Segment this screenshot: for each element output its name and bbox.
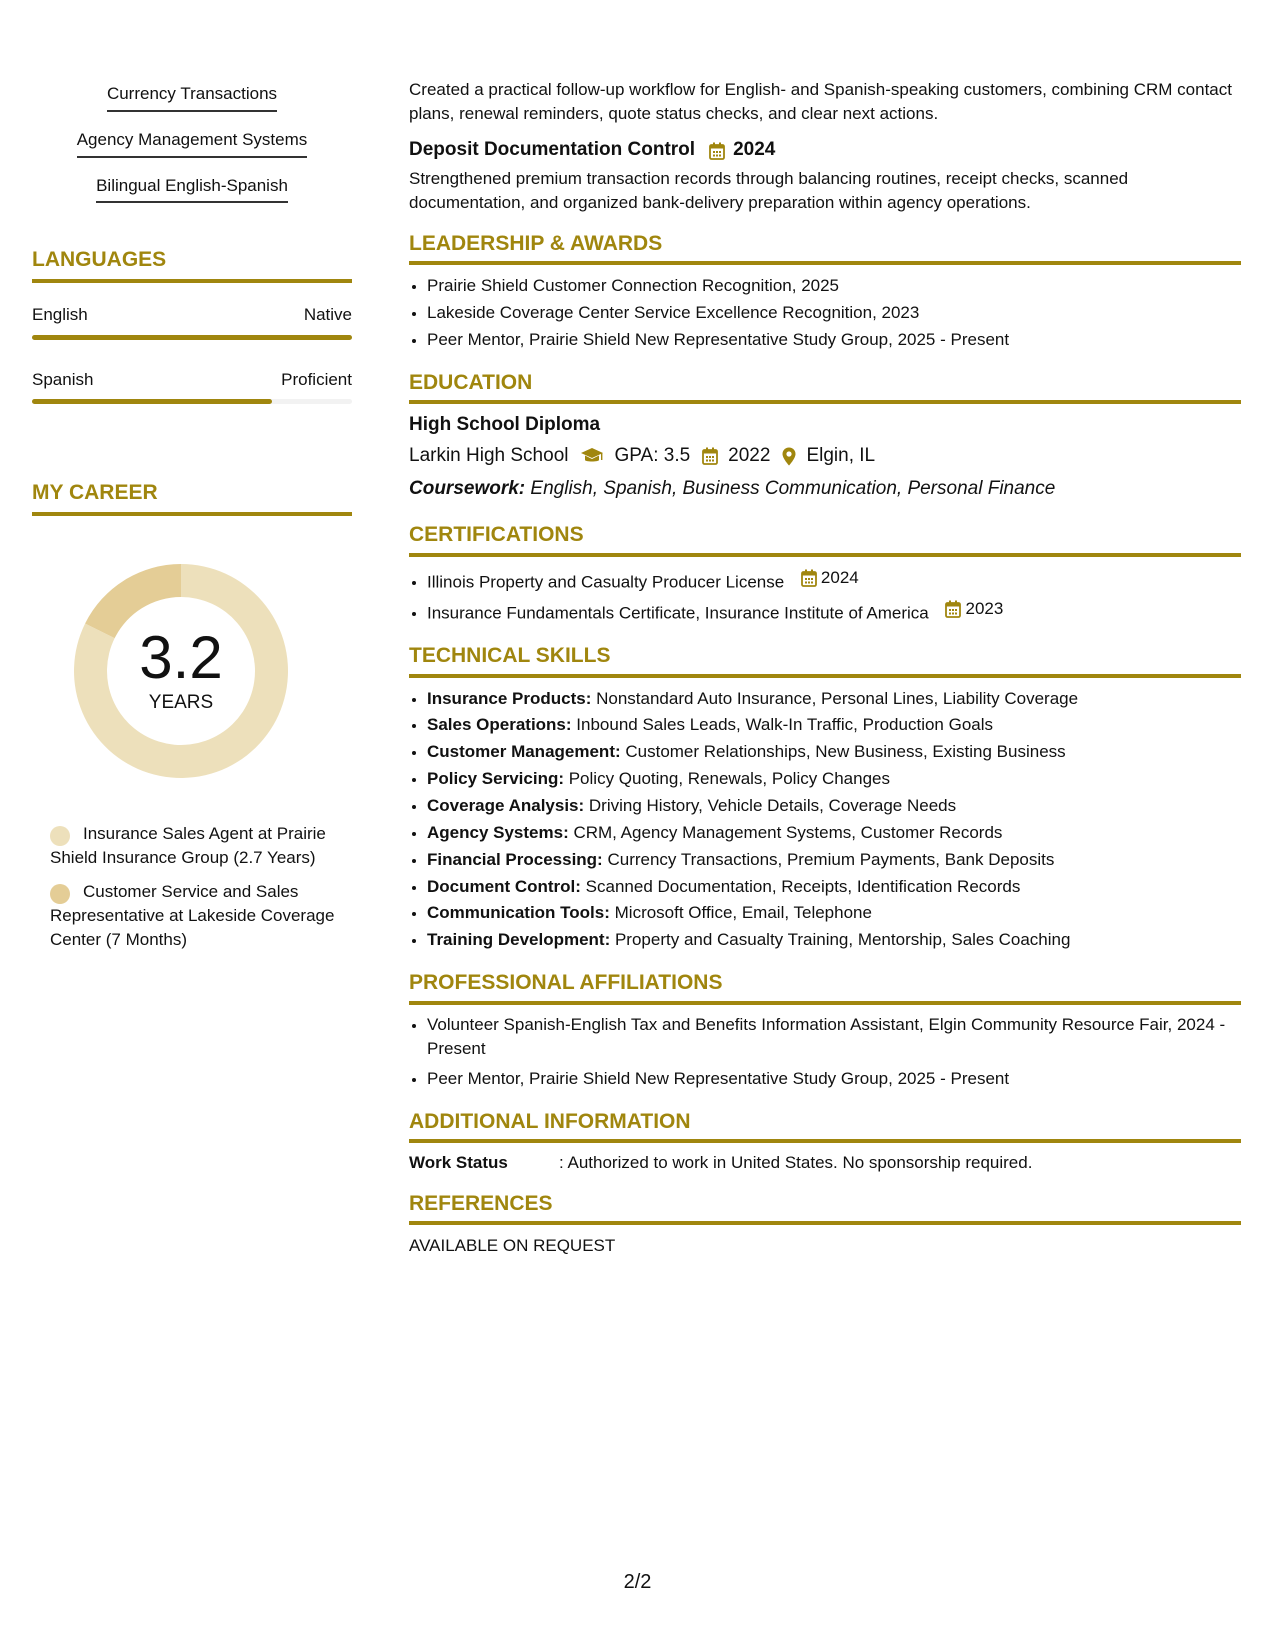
leadership-heading: LEADERSHIP & AWARDS [409,229,1241,265]
career-dot [50,884,70,904]
graduation-cap-icon [580,447,604,465]
project-year: 2024 [733,139,776,161]
right-column [409,78,1241,1258]
list-item [427,766,1241,793]
certifications-section [409,520,1241,627]
references-text: AVAILABLE ON REQUEST [409,1236,616,1256]
certification-year: 2023 [965,598,1004,618]
career-item [50,880,352,952]
additional-info-heading: ADDITIONAL INFORMATION [409,1107,1241,1143]
career-heading: MY CAREER [32,478,352,515]
affiliations-list [409,1013,1241,1093]
certifications-heading: CERTIFICATIONS [409,520,1241,556]
skill-value: CRM, Agency Management Systems, Customer Records [568,822,1003,842]
language-row [32,368,352,405]
coursework-value: English, Spanish, Business Communication, Personal Finance [525,477,1056,499]
work-status-value: : Authorized to work in United States. No sponsorship required. [559,1153,1033,1173]
skill-label: Agency Systems: [427,822,569,842]
skill-tag: Currency Transactions [107,82,277,112]
career-total-years: 3.2 [139,623,223,691]
list-item [427,686,1241,713]
references-section [409,1189,1241,1258]
skill-label: Financial Processing: [427,849,603,869]
technical-skills-section [409,641,1241,954]
list-item [427,565,1241,596]
education-coursework [409,476,1241,503]
list-item [427,793,1241,820]
list-item: • Peer Mentor, Prairie Shield New Representative Study Group, 2025 - Present [427,327,1241,354]
coursework-label: Coursework: [409,477,526,499]
language-level: Proficient [281,369,352,389]
education-heading: EDUCATION [409,368,1241,404]
list-item [427,927,1241,954]
page-number: 2/2 [623,1571,652,1593]
affiliations-section [409,968,1241,1093]
work-status-row [409,1151,1241,1175]
project-title-row [409,137,1241,164]
list-item: • Volunteer Spanish-English Tax and Benefits Information Assistant, Elgin Community Resource Fair, 2024 - Present [427,1013,1241,1061]
career-total-unit: YEARS [148,691,214,713]
language-bar-fill [32,335,352,340]
list-item [427,847,1241,874]
education-section [409,368,1241,502]
skill-value: Policy Quoting, Renewals, Policy Changes [564,769,890,789]
skill-tag-list [32,82,352,219]
language-name: Spanish [32,369,94,389]
career-dot [50,826,70,846]
education-location: Elgin, IL [806,445,876,467]
left-column [32,82,352,962]
list-item [427,739,1241,766]
education-school: Larkin High School [409,445,569,467]
skill-label: Policy Servicing: [427,769,564,789]
skill-label: Document Control: [427,876,581,896]
project-description: Created a practical follow-up workflow for English- and Spanish-speaking customers, combining CRM contact plans, renewal reminders, quote status checks, and clear next actions. [409,80,1232,124]
project-title: Deposit Documentation Control [409,139,696,161]
calendar-icon [702,447,718,465]
work-status-label: Work Status [409,1153,508,1173]
career-donut-chart [66,556,296,786]
list-item [427,712,1241,739]
language-bar [32,335,352,340]
certification-name: Illinois Property and Casualty Producer License [427,572,785,592]
language-name: English [32,304,88,324]
technical-skills-list [409,686,1241,955]
skill-label: Training Development: [427,930,611,950]
references-heading: REFERENCES [409,1189,1241,1225]
skill-value: Microsoft Office, Email, Telephone [609,903,872,923]
certifications-list [409,565,1241,628]
list-item [427,596,1241,627]
career-section [32,478,352,952]
list-item [427,874,1241,901]
education-year: 2022 [728,445,771,467]
map-pin-icon [782,447,796,466]
skill-label: Communication Tools: [427,903,610,923]
list-item [427,820,1241,847]
certification-name: Insurance Fundamentals Certificate, Insurance Institute of America [427,603,929,623]
list-item: • Prairie Shield Customer Connection Recognition, 2025 [427,273,1241,300]
skill-value: Customer Relationships, New Business, Existing Business [620,742,1066,762]
list-item [427,900,1241,927]
skill-label: Customer Management: [427,742,621,762]
leadership-section [409,229,1241,354]
career-item [50,822,352,870]
languages-heading: LANGUAGES [32,245,352,282]
career-list [50,822,352,953]
skill-value: Nonstandard Auto Insurance, Personal Lines, Liability Coverage [591,688,1079,708]
skill-label: Sales Operations: [427,715,572,735]
language-level: Native [303,304,352,324]
leadership-list [409,273,1241,354]
language-bar [32,399,352,404]
education-gpa: GPA: 3.5 [614,445,691,467]
donut-center [66,623,296,717]
skill-tag: Agency Management Systems [77,128,308,158]
language-bar-fill [32,399,272,404]
additional-info-section [409,1107,1241,1175]
skill-label: Coverage Analysis: [427,796,585,816]
skill-value: Inbound Sales Leads, Walk-In Traffic, Production Goals [571,715,994,735]
education-meta [409,443,1241,470]
list-item: • Lakeside Coverage Center Service Excellence Recognition, 2023 [427,300,1241,327]
certification-year: 2024 [820,567,859,587]
career-item-text: Insurance Sales Agent at Prairie Shield Insurance Group (2.7 Years) [50,823,326,867]
project-description: Strengthened premium transaction records through balancing routines, receipt checks, scanned documentation, and organized bank-delivery preparation within agency operations. [409,168,1129,212]
language-row [32,303,352,340]
skill-value: Driving History, Vehicle Details, Coverage Needs [584,796,957,816]
list-item: • Peer Mentor, Prairie Shield New Representative Study Group, 2025 - Present [427,1066,1241,1093]
skill-label: Insurance Products: [427,688,592,708]
skill-value: Scanned Documentation, Receipts, Identification Records [580,876,1021,896]
calendar-icon [709,142,725,160]
education-degree: High School Diploma [409,414,601,436]
calendar-icon [801,569,817,587]
calendar-icon [945,600,961,618]
technical-skills-heading: TECHNICAL SKILLS [409,641,1241,677]
career-item-text: Customer Service and Sales Representative at Lakeside Coverage Center (7 Months) [50,882,335,950]
skill-tag: Bilingual English-Spanish [96,174,288,204]
skill-value: Currency Transactions, Premium Payments, Bank Deposits [602,849,1055,869]
affiliations-heading: PROFESSIONAL AFFILIATIONS [409,968,1241,1004]
languages-section [32,245,352,404]
skill-value: Property and Casualty Training, Mentorship, Sales Coaching [610,930,1071,950]
